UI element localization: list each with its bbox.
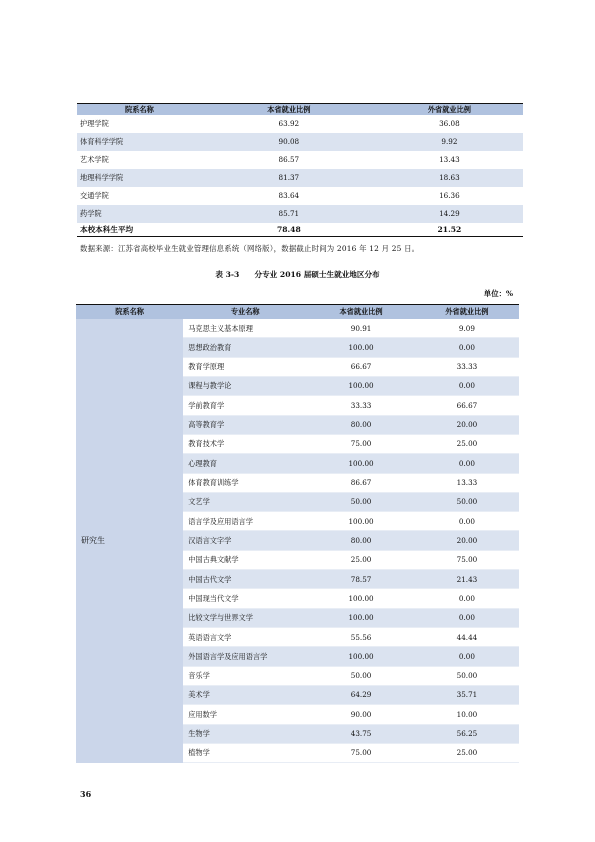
column-header: 本省就业比例 — [307, 305, 415, 320]
other-ratio: 0.00 — [415, 589, 519, 608]
other-ratio: 21.43 — [415, 570, 519, 589]
average-row — [77, 223, 523, 237]
major-name: 文艺学 — [183, 492, 307, 511]
group-cell: 研究生 — [76, 319, 183, 763]
local-ratio: 43.75 — [307, 724, 415, 743]
local-ratio: 81.37 — [202, 169, 376, 187]
other-ratio: 13.43 — [439, 155, 460, 165]
major-name: 教育技术学 — [183, 434, 307, 453]
major-name: 比较文学与世界文学 — [183, 608, 307, 627]
table-header-row — [76, 305, 519, 320]
major-name: 生物学 — [183, 724, 307, 743]
major-name: 语言学及应用语言学 — [183, 512, 307, 531]
local-ratio: 100.00 — [307, 647, 415, 666]
other-ratio: 0.00 — [415, 376, 519, 395]
local-ratio: 33.33 — [307, 396, 415, 415]
college-name: 艺术学院 — [80, 155, 109, 165]
local-ratio: 100.00 — [307, 454, 415, 473]
other-ratio: 50.00 — [415, 666, 519, 685]
other-ratio: 35.71 — [415, 685, 519, 704]
other-ratio: 25.00 — [415, 434, 519, 453]
average-other-ratio: 21.52 — [376, 223, 523, 237]
other-ratio: 14.29 — [376, 205, 523, 223]
local-ratio: 100.00 — [307, 512, 415, 531]
column-header: 外省就业比例 — [376, 104, 523, 116]
local-ratio: 55.56 — [307, 628, 415, 647]
local-ratio: 85.71 — [202, 205, 376, 223]
other-ratio: 56.25 — [415, 724, 519, 743]
average-label: 本校本科生平均 — [77, 223, 202, 237]
local-ratio: 75.00 — [307, 434, 415, 453]
local-ratio: 75.00 — [307, 743, 415, 762]
table-row — [77, 187, 523, 205]
other-ratio: 50.00 — [415, 492, 519, 511]
column-header: 本省就业比例 — [202, 104, 376, 116]
other-ratio: 18.63 — [376, 169, 523, 187]
major-name: 英语语言文学 — [183, 628, 307, 647]
table-row — [77, 133, 523, 151]
other-ratio: 9.92 — [376, 133, 523, 151]
other-ratio: 75.00 — [415, 550, 519, 569]
major-name: 中国现当代文学 — [183, 589, 307, 608]
other-ratio: 44.44 — [415, 628, 519, 647]
column-header: 院系名称 — [76, 305, 183, 320]
major-name: 教育学原理 — [183, 357, 307, 376]
major-name: 高等教育学 — [183, 415, 307, 434]
local-ratio: 63.92 — [278, 119, 300, 129]
local-ratio: 90.91 — [307, 319, 415, 338]
college-name: 护理学院 — [80, 119, 109, 129]
data-source-note: 数据来源：江苏省高校毕业生就业管理信息系统（网络版），数据截止时间为 2016 年 12 月 25 日。 — [80, 244, 420, 253]
major-name: 思想政治教育 — [183, 338, 307, 357]
local-ratio: 25.00 — [307, 550, 415, 569]
local-ratio: 100.00 — [307, 338, 415, 357]
table-row — [76, 319, 519, 338]
local-ratio: 50.00 — [307, 666, 415, 685]
college-name: 地理科学学院 — [77, 169, 202, 187]
other-ratio: 33.33 — [415, 357, 519, 376]
other-ratio: 13.33 — [415, 473, 519, 492]
other-ratio: 16.36 — [439, 191, 460, 201]
other-ratio: 66.67 — [415, 396, 519, 415]
major-name: 马克思主义基本原理 — [183, 319, 307, 338]
major-name: 应用数学 — [183, 705, 307, 724]
column-header: 专业名称 — [183, 305, 307, 320]
major-name: 中国古代文学 — [183, 570, 307, 589]
column-header: 院系名称 — [77, 104, 202, 116]
major-name: 汉语言文字学 — [183, 531, 307, 550]
major-name: 体育教育训练学 — [183, 473, 307, 492]
local-ratio: 100.00 — [307, 376, 415, 395]
major-name: 外国语言学及应用语言学 — [183, 647, 307, 666]
other-ratio: 0.00 — [415, 338, 519, 357]
local-ratio: 86.57 — [278, 155, 300, 165]
major-name: 美术学 — [183, 685, 307, 704]
college-name: 药学院 — [77, 205, 202, 223]
college-name: 交通学院 — [80, 191, 109, 201]
table-caption: 表 3-3 分专业 2016 届硕士生就业地区分布 — [215, 270, 380, 279]
college-employment-table — [77, 103, 523, 237]
major-name: 音乐学 — [183, 666, 307, 685]
local-ratio: 50.00 — [307, 492, 415, 511]
local-ratio: 90.00 — [307, 705, 415, 724]
other-ratio: 0.00 — [415, 512, 519, 531]
major-name: 课程与教学论 — [183, 376, 307, 395]
major-name: 植物学 — [183, 743, 307, 762]
other-ratio: 20.00 — [415, 415, 519, 434]
table-row — [77, 115, 523, 133]
table-row — [77, 169, 523, 187]
other-ratio: 0.00 — [415, 647, 519, 666]
major-name: 学前教育学 — [183, 396, 307, 415]
other-ratio: 0.00 — [415, 454, 519, 473]
other-ratio: 0.00 — [415, 608, 519, 627]
local-ratio: 90.08 — [202, 133, 376, 151]
column-header: 外省就业比例 — [415, 305, 519, 320]
major-name: 中国古典文献学 — [183, 550, 307, 569]
table-header-row — [77, 104, 523, 116]
major-employment-table — [76, 304, 519, 763]
local-ratio: 80.00 — [307, 415, 415, 434]
table-row — [77, 151, 523, 169]
local-ratio: 78.57 — [307, 570, 415, 589]
local-ratio: 64.29 — [307, 685, 415, 704]
college-name: 体育科学学院 — [77, 133, 202, 151]
local-ratio: 66.67 — [307, 357, 415, 376]
average-local-ratio: 78.48 — [202, 223, 376, 237]
local-ratio: 83.64 — [278, 191, 300, 201]
unit-label: 单位：% — [483, 289, 513, 298]
other-ratio: 20.00 — [415, 531, 519, 550]
other-ratio: 36.08 — [439, 119, 460, 129]
other-ratio: 9.09 — [415, 319, 519, 338]
local-ratio: 100.00 — [307, 608, 415, 627]
major-name: 心理教育 — [183, 454, 307, 473]
local-ratio: 86.67 — [307, 473, 415, 492]
other-ratio: 10.00 — [415, 705, 519, 724]
page-number: 36 — [80, 789, 92, 799]
other-ratio: 25.00 — [415, 743, 519, 762]
table-row — [77, 205, 523, 223]
local-ratio: 100.00 — [307, 589, 415, 608]
local-ratio: 80.00 — [307, 531, 415, 550]
